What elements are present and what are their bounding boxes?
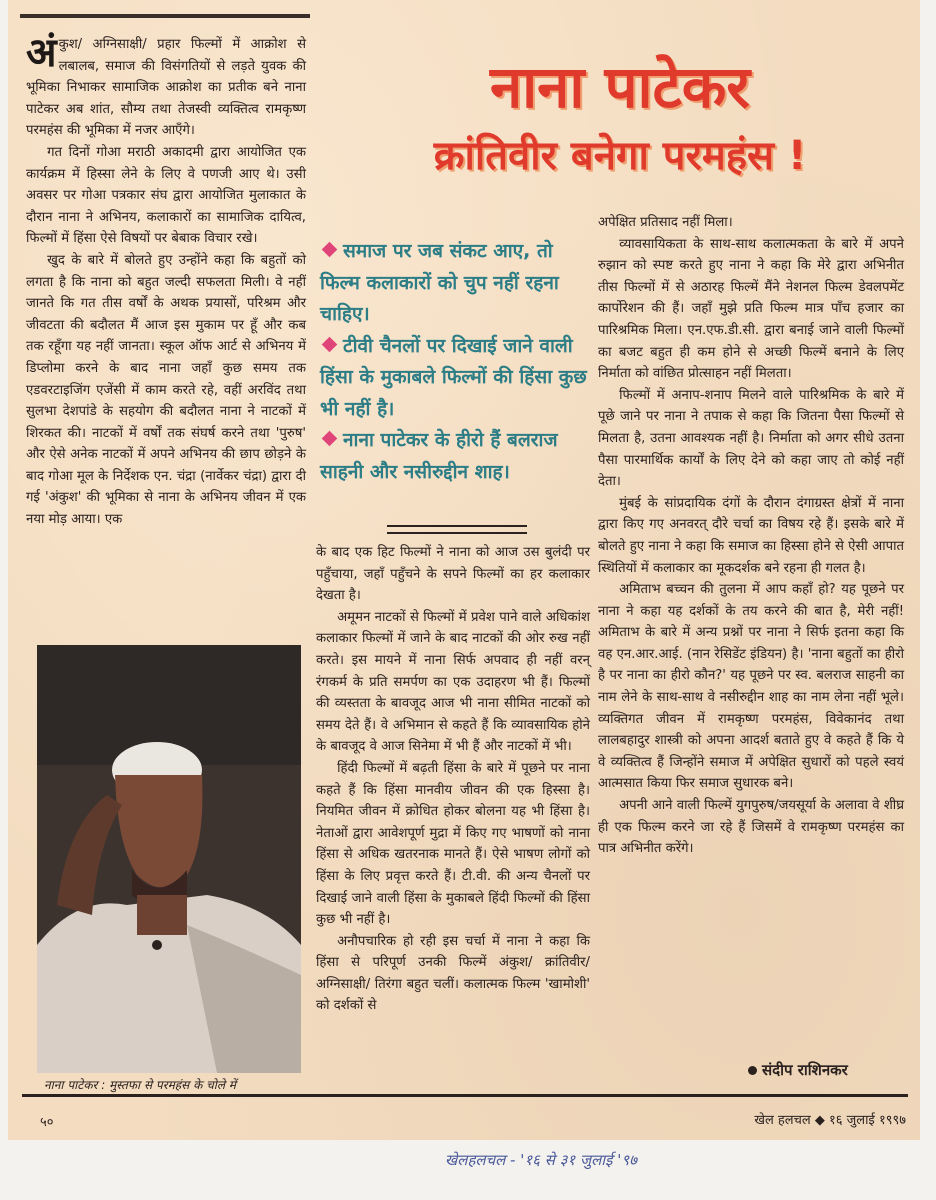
paragraph: व्यावसायिकता के साथ-साथ कलात्मकता के बारे में अपने रुझान को स्पष्ट करते हुए नाना ने कहा कि मेरे द्वारा अभिनीत तीस फिल्मों में से अठारह फिल्में मैंने नेशनल फिल्म डेवलपमेंट कार्पोरेशन की हैं। जहाँ मुझे प्रति फिल्म मात्र पाँच हजार का पारिश्रमिक मिला। एन.एफ.डी.सी. द्वारा बनाई जाने वाली फिल्मों का बजट बहुत ही कम होने से अच्छी फिल्में बनाने के लिए निर्माता को वांछित प्रोत्साहन नहीं मिलता। [598, 236, 904, 382]
page-number: ५० [40, 1115, 54, 1130]
paragraph: अपेक्षित प्रतिसाद नहीं मिला। [598, 215, 733, 230]
article-column-1 [26, 30, 306, 531]
pull-quote [320, 236, 592, 331]
pull-quote [320, 331, 592, 426]
headline-line-1: नाना पाटेकर [489, 53, 751, 121]
paragraph: अमिताभ बच्चन की तुलना में आप कहाँ हो? यह पूछने पर नाना ने कहा यह दर्शकों के तय करने की बात है, मेरी नहीं! अमिताभ के बारे में अन्य प्रश्नों पर नाना ने सिर्फ इतना कहा कि वह एन.आर.आई. (नान रेसिडेंट इंडियन) है। 'नाना बहुतों का हीरो है पर नाना का हीरो कौन?' यह पूछने पर स्व. बलराज साहनी का नाम लेने के साथ-साथ वे नसीरुद्दीन शाह का नाम लेना नहीं भूले। व्यक्तिगत जीवन में रामकृष्ण परमहंस, विवेकानंद तथा लालबहादुर शास्त्री को अपना आदर्श बताते हुए वे कहते हैं कि ये वे व्यक्तित्व हैं जिन्होंने समाज में अपेक्षित सुधारों को पहले स्वयं आत्मसात किया फिर समाज सुधारक बने। [598, 582, 904, 792]
pull-quote [320, 425, 592, 488]
portrait-photo [37, 645, 301, 1073]
footer-rule [22, 1094, 908, 1097]
article-column-3 [598, 212, 904, 860]
section-divider [387, 525, 527, 534]
diamond-bullet-icon [322, 431, 338, 447]
pull-quote-text: टीवी चैनलों पर दिखाई जाने वाली हिंसा के मुकाबले फिल्मों की हिंसा कुछ भी नहीं है। [320, 334, 587, 420]
paragraph [26, 30, 306, 142]
pull-quote-text: समाज पर जब संकट आए, तो फिल्म कलाकारों को चुप नहीं रहना चाहिए। [320, 240, 559, 325]
paragraph: खुद के बारे में बोलते हुए उन्होंने कहा कि बहुतों को लगता है कि नाना को बहुत जल्दी सफलता मिली। वे नहीं जानते कि गत तीस वर्षों के अथक प्रयासों, परिश्रम और जीवटता की बदौलत मैं आज इस मुकाम पर हूँ और कब तक रहूँगा यह नहीं जानता। स्कूल ऑफ आर्ट से अभिनय में डिप्लोमा करने के बाद नाना जहाँ कुछ समय तक एडवरटाइजिंग एजेंसी में काम करते रहे, वहीं अरविंद तथा सुलभा देशपांडे के सहयोग की बदौलत नाना ने नाटकों में शिरकत की। नाटकों में वर्षों तक संघर्ष करने तथा 'पुरुष' और ऐसे अनेक नाटकों में अपने अभिनय की छाप छोड़ने के बाद गोआ मूल के निर्देशक एन. चंद्रा (नार्वेकर चंद्रा) द्वारा दी गई 'अंकुश' की भूमिका से नाना के अभिनय जीवन में एक नया मोड़ आया। एक [26, 252, 306, 528]
bullet-dot-icon [748, 1066, 757, 1075]
photo-caption: नाना पाटेकर : मुस्तफा से परमहंस के चोले में [44, 1078, 236, 1092]
headline-line-2: क्रांतिवीर बनेगा परमहंस ! [433, 133, 807, 179]
pull-quote-text: नाना पाटेकर के हीरो हैं बलराज साहनी और नसीरुद्दीन शाह। [320, 429, 558, 483]
paragraph: अमूमन नाटकों से फिल्मों में प्रवेश पाने वाले अधिकांश कलाकार फिल्मों में जाने के बाद नाटकों की ओर रुख नहीं करते। इस मायने में नाना सिर्फ अपवाद ही नहीं वरन् रंगकर्म के प्रति समर्पण का एक उदाहरण भी हैं। फिल्मों की व्यस्तता के बावजूद आज भी नाना सीमित नाटकों को समय देते हैं। वे अभिमान से कहते हैं कि व्यावसायिक होने के बावजूद वे आज सिनेमा में भी हैं और नाटकों में भी। [316, 609, 590, 755]
headline [330, 52, 910, 184]
article-column-2 [316, 542, 590, 1017]
diamond-bullet-icon [322, 336, 338, 352]
paragraph: अपनी आने वाली फिल्में युगपुरुष/जयसूर्या के अलावा वे शीघ्र ही एक फिल्म करने जा रहे हैं जिसमें वे रामकृष्ण परमहंस का पात्र अभिनीत करेंगे। [598, 798, 904, 857]
byline [748, 1060, 848, 1080]
drop-cap: अं [26, 30, 57, 76]
author-name: संदीप राशिनकर [762, 1061, 848, 1079]
paragraph-text: कुश/ अग्निसाक्षी/ प्रहार फिल्मों में आक्रोश से लबालब, समाज की विसंगतियों से लड़ते युवक की भूमिका निभाकर सामाजिक आक्रोश का प्रतीक बने नाना पाटेकर अब शांत, सौम्य तथा तेजस्वी व्यक्तित्व रामकृष्ण परमहंस की भूमिका में नजर आएँगे। [26, 37, 306, 139]
top-rule [20, 14, 310, 18]
paragraph: फिल्मों में अनाप-शनाप मिलने वाले पारिश्रमिक के बारे में पूछे जाने पर नाना ने तपाक से कहा कि जितना पैसा फिल्मों से मिलता है, उतना आवश्यक नहीं है। निर्माता को अगर सीधे उतना पैसा पारमार्थिक कार्यों के लिए देने को कहा जाए तो कोई नहीं देता। [598, 387, 904, 490]
portrait-image [37, 645, 301, 1073]
pull-quote-box [320, 236, 592, 488]
handwritten-note: खेलहलचल - '१६ से ३१ जुलाई '९७ [445, 1151, 638, 1169]
diamond-bullet-icon [322, 242, 338, 258]
paragraph: गत दिनों गोआ मराठी अकादमी द्वारा आयोजित एक कार्यक्रम में हिस्सा लेने के लिए वे पणजी आए थे। उसी अवसर पर गोआ पत्रकार संघ द्वारा आयोजित मुलाकात के दौरान नाना ने अभिनय, कलाकारों का सामाजिक दायित्व, फिल्मों में हिंसा ऐसे विषयों पर बेबाक विचार रखे। [26, 144, 306, 247]
paragraph: मुंबई के सांप्रदायिक दंगों के दौरान दंगाग्रस्त क्षेत्रों में नाना द्वारा किए गए अनवरत् दौरे चर्चा का विषय रहे हैं। इसके बारे में बोलते हुए नाना ने कहा कि समाज का हिस्सा होने से ऐसी आपात स्थितियों में कलाकार का मूकदर्शक बने रहना ही गलत है। [598, 495, 904, 576]
paragraph: हिंदी फिल्मों में बढ़ती हिंसा के बारे में पूछने पर नाना कहते हैं कि हिंसा मानवीय जीवन की एक हिस्सा है। नियमित जीवन में क्रोधित होकर बोलना यह भी हिंसा है। नेताओं द्वारा आवेशपूर्ण मुद्रा में किए गए भाषणों को नाना हिंसा से अधिक खतरनाक मानते हैं। ऐसे भाषण लोगों को हिंसा के लिए प्रवृत्त करते हैं। टी.वी. की अन्य चैनलों पर दिखाई जाने वाली हिंसा के मुकाबले हिंदी फिल्मों की हिंसा कुछ भी नहीं है। [316, 760, 590, 928]
paragraph: अनौपचारिक हो रही इस चर्चा में नाना ने कहा कि हिंसा से परिपूर्ण उनकी फिल्में अंकुश/ क्रांतिवीर/ अग्निसाक्षी/ तिरंगा बहुत चलीं। कलात्मक फिल्म 'खामोशी' को दर्शकों से [316, 933, 590, 1014]
paragraph: के बाद एक हिट फिल्मों ने नाना को आज उस बुलंदी पर पहुँचाया, जहाँ पहुँचने के सपने फिल्मों का हर कलाकार देखता है। [316, 545, 590, 604]
publication-date: खेल हलचल ◆ १६ जुलाई १९९७ [754, 1113, 906, 1128]
